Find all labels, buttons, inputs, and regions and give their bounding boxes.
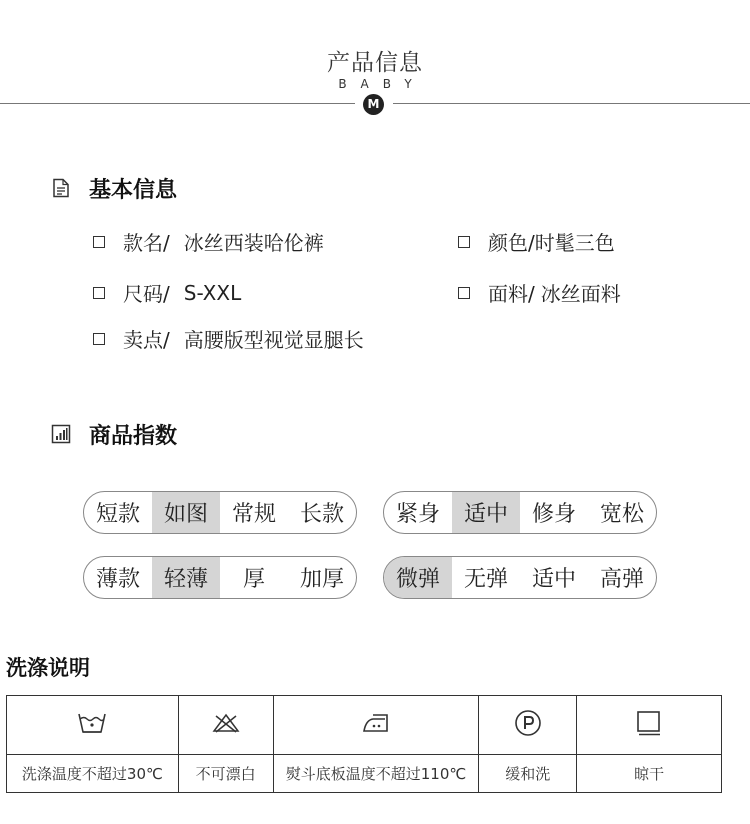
hand-wash-icon [77, 711, 107, 735]
checkbox-icon [458, 287, 470, 299]
scale-option: 长款 [299, 502, 344, 527]
washing-icon-cell [178, 696, 273, 755]
scale-option: 高弹 [599, 567, 644, 592]
info-label: 面料/ [488, 282, 535, 306]
checkbox-icon [93, 333, 105, 345]
info-item-selling-point [93, 324, 364, 353]
info-item-style-name [93, 227, 324, 256]
thickness-scale [83, 556, 357, 599]
basic-info-title: 基本信息 [89, 178, 178, 203]
washing-text: 晾干 [577, 755, 722, 793]
scale-option: 宽松 [599, 502, 644, 527]
washing-icon-cell [577, 696, 722, 755]
fit-scale [383, 491, 657, 534]
scale-option: 适中 [531, 567, 576, 592]
info-value: 时髦三色 [534, 231, 615, 255]
scale-option-selected: 微弹 [384, 557, 452, 598]
no-bleach-icon [212, 712, 240, 734]
washing-table [6, 695, 722, 793]
bar-chart-icon [51, 424, 71, 444]
washing-text: 缓和洗 [479, 755, 577, 793]
scale-option: 修身 [531, 502, 576, 527]
info-value: 冰丝西装哈伦裤 [183, 231, 324, 255]
line-dry-icon [635, 709, 663, 737]
info-label: 卖点/ [123, 328, 170, 352]
info-value: S-XXL [183, 280, 242, 305]
product-index-title: 商品指数 [89, 424, 178, 449]
header-divider-right [393, 103, 750, 104]
scale-option: 紧身 [395, 502, 440, 527]
washing-title: 洗涤说明 [6, 656, 90, 680]
info-label: 尺码/ [123, 282, 170, 306]
page-subtitle: BABY [338, 77, 426, 91]
brand-badge: M [363, 94, 384, 115]
washing-text: 熨斗底板温度不超过110℃ [273, 755, 479, 793]
info-value: 高腰版型视觉显腿长 [183, 328, 364, 352]
info-item-color [458, 227, 615, 256]
info-label: 颜色/ [488, 231, 535, 255]
info-item-size [93, 278, 241, 307]
page-title: 产品信息 [327, 50, 423, 76]
scale-option: 无弹 [463, 567, 508, 592]
dry-clean-p-icon [514, 709, 542, 737]
washing-icon-cell [479, 696, 577, 755]
checkbox-icon [93, 236, 105, 248]
scale-option-selected: 轻薄 [152, 557, 220, 598]
header-divider-left [0, 103, 355, 104]
washing-icon-cell [7, 696, 179, 755]
checkbox-icon [458, 236, 470, 248]
washing-text: 洗涤温度不超过30℃ [7, 755, 179, 793]
info-value: 冰丝面料 [540, 282, 621, 306]
scale-option: 薄款 [95, 567, 140, 592]
scale-option: 短款 [95, 502, 140, 527]
length-scale [83, 491, 357, 534]
scale-option: 常规 [231, 502, 276, 527]
info-item-fabric [458, 278, 621, 307]
washing-text: 不可漂白 [178, 755, 273, 793]
scale-option: 加厚 [299, 567, 344, 592]
washing-icon-cell [273, 696, 479, 755]
info-label: 款名/ [123, 231, 170, 255]
scale-option-selected: 适中 [452, 492, 520, 533]
elasticity-scale [383, 556, 657, 599]
checkbox-icon [93, 287, 105, 299]
document-icon [51, 178, 71, 198]
iron-icon [361, 711, 391, 735]
scale-option-selected: 如图 [152, 492, 220, 533]
scale-option: 厚 [242, 567, 265, 592]
